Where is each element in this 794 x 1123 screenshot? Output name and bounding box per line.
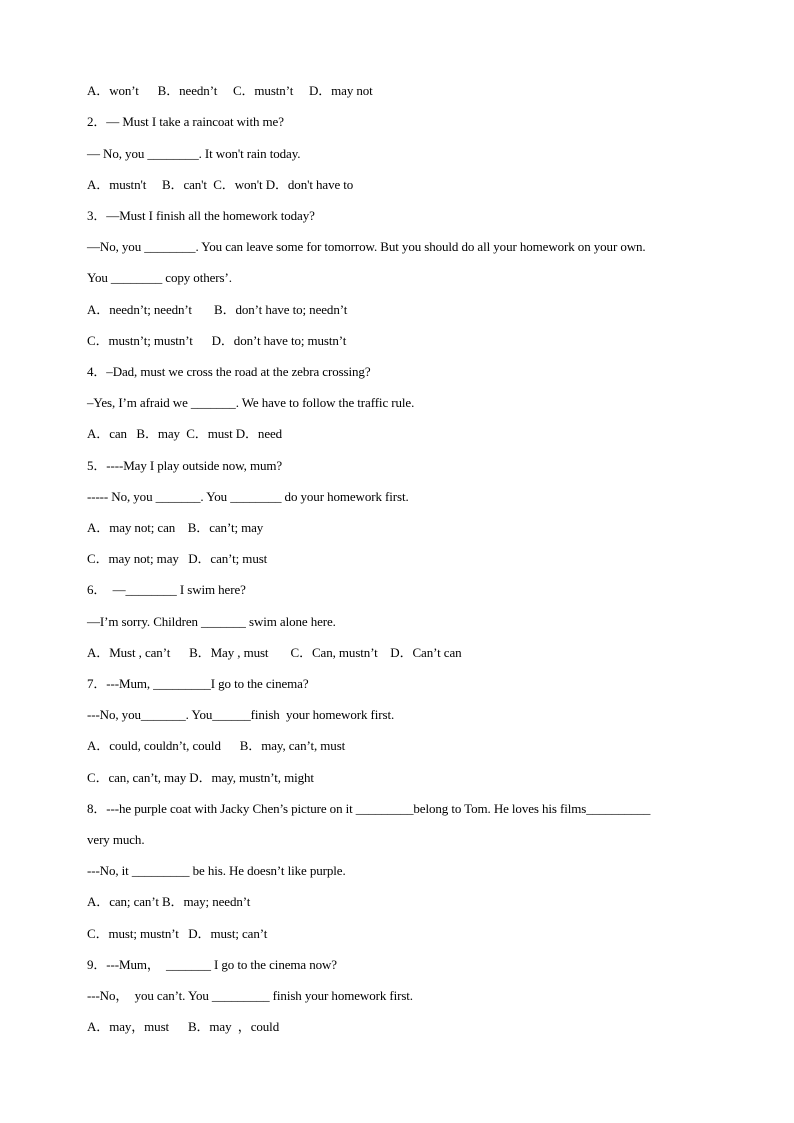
q3-question: 3．—Must I finish all the homework today? [87,208,315,223]
q7-options-ab: A．could, couldn’t, could B．may, can’t, must [87,738,346,753]
q8-question: 8．---he purple coat with Jacky Chen’s picture on it _________belong to Tom. He loves his films__________ [87,801,651,816]
q7-answer-line: ---No, you_______. You______finish your homework first. [87,707,395,722]
q4-answer-line: –Yes, I’m afraid we _______. We have to follow the traffic rule. [87,395,415,410]
q8-options-cd: C．must; mustn’t D．must; can’t [87,926,268,941]
q5-question: 5．----May I play outside now, mum? [87,458,283,473]
q7-options-cd: C．can, can’t, may D．may, mustn’t, might [87,770,314,785]
q8-options-ab: A．can; can’t B．may; needn’t [87,894,251,909]
q3-options-cd: C．mustn’t; mustn’t D．don’t have to; mustn’t [87,333,347,348]
q9-answer-line: ---No， you can’t. You _________ finish your homework first. [87,988,413,1003]
q2-answer-line: — No, you ________. It won't rain today. [87,146,301,161]
q1-options: A．won’t B．needn’t C．mustn’t D．may not [87,83,373,98]
q6-answer-line: —I’m sorry. Children _______ swim alone here. [87,614,336,629]
q8-answer-line: ---No, it _________ be his. He doesn’t like purple. [87,863,346,878]
q7-question: 7．---Mum, _________I go to the cinema? [87,676,309,691]
q5-options-ab: A．may not; can B．can’t; may [87,520,264,535]
q3-options-ab: A．needn’t; needn’t B．don’t have to; needn’t [87,302,348,317]
q3-answer-line: —No, you ________. You can leave some for tomorrow. But you should do all your homework on your own. [87,239,646,254]
q5-answer-line: ----- No, you _______. You ________ do your homework first. [87,489,409,504]
q9-question: 9．---Mum， _______ I go to the cinema now? [87,957,337,972]
q2-options: A．mustn't B．can't C．won't D．don't have to [87,177,354,192]
q6-question: 6． —________ I swim here? [87,582,246,597]
q4-options: A．can B．may C．must D．need [87,426,283,441]
q9-options-ab: A．may，must B．may ，could [87,1019,280,1034]
q6-options: A．Must , can’t B．May , must C．Can, mustn’t D．Can’t can [87,645,462,660]
q8-question-cont: very much. [87,832,145,847]
q5-options-cd: C．may not; may D．can’t; must [87,551,268,566]
q2-question: 2．— Must I take a raincoat with me? [87,114,284,129]
q3-answer-line-cont: You ________ copy others’. [87,270,232,285]
q4-question: 4．–Dad, must we cross the road at the zebra crossing? [87,364,371,379]
